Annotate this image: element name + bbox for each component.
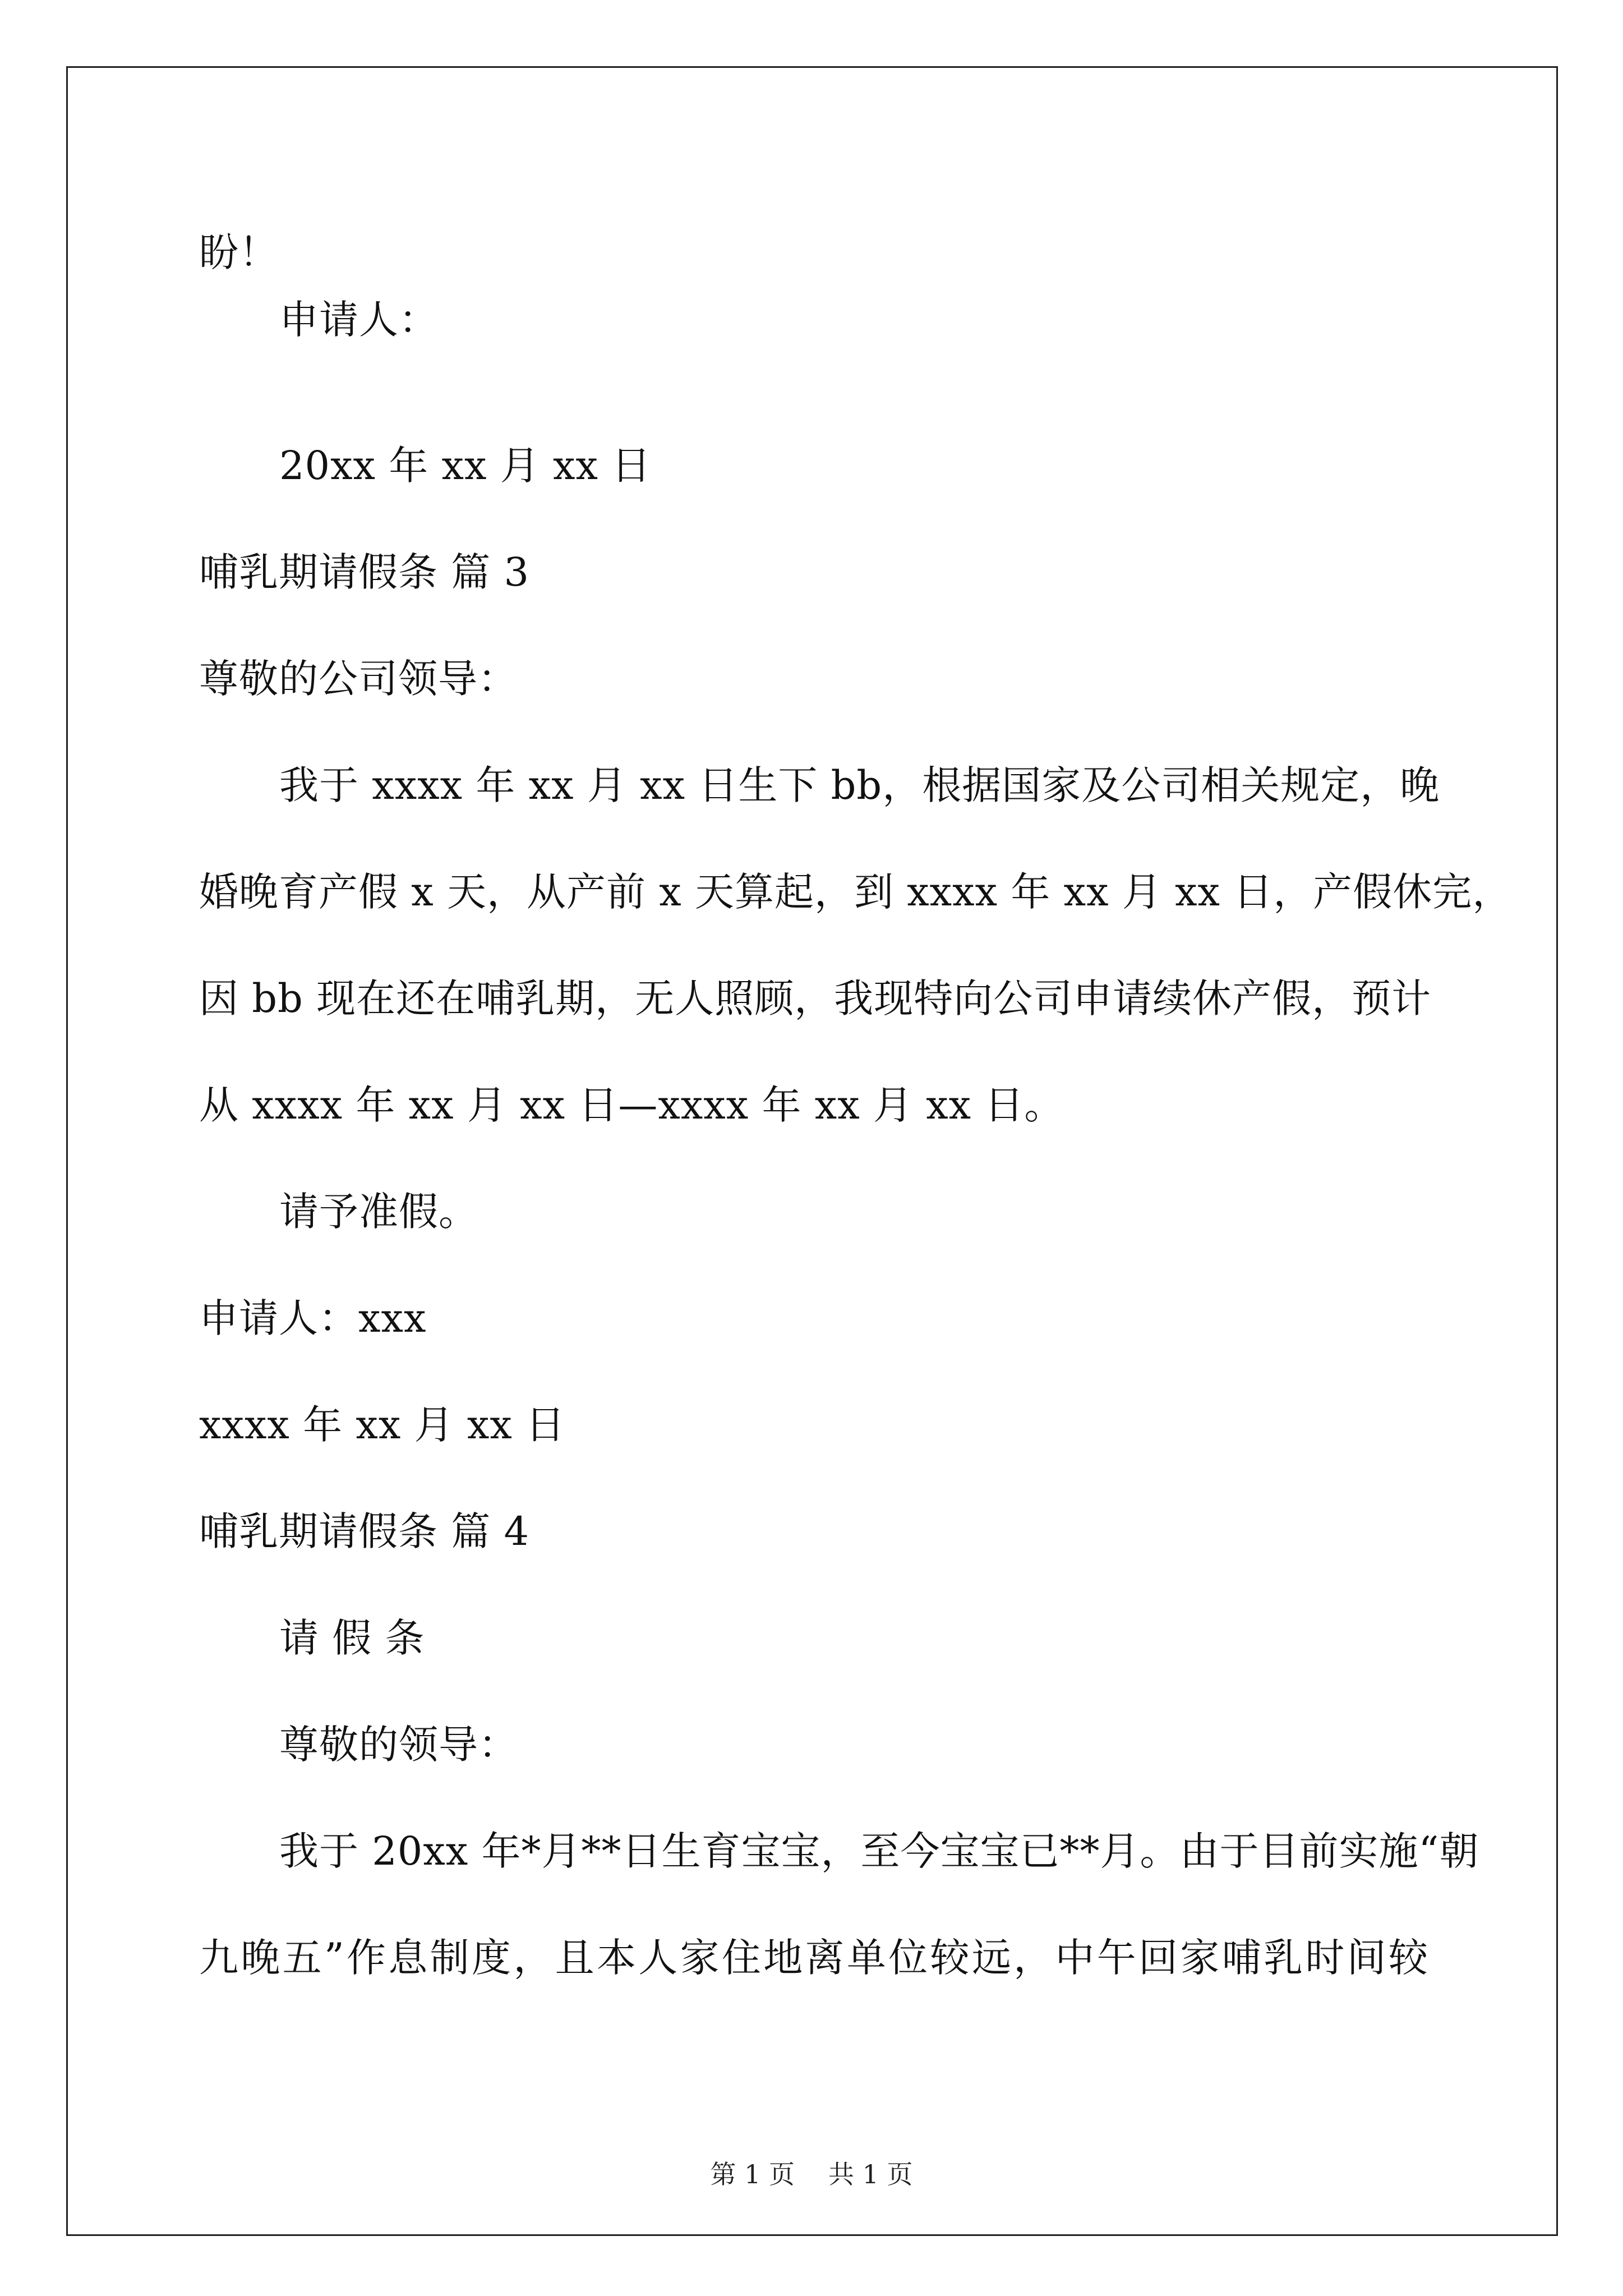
request-approval: 请予准假。 xyxy=(279,1189,478,1235)
page-number-total: 共 1 页 xyxy=(828,2159,913,2189)
salutation: 尊敬的公司领导： xyxy=(199,656,518,702)
section-heading-4: 哺乳期请假条 篇 4 xyxy=(199,1508,530,1554)
page-footer xyxy=(0,2157,1623,2191)
body-paragraph-line: 从 xxxx 年 xx 月 xx 日—xxxx 年 xx 月 xx 日。 xyxy=(199,1082,1064,1128)
applicant-label: 申请人： xyxy=(279,297,439,343)
applicant-signature: 申请人：xxx xyxy=(199,1295,427,1341)
leave-note-title: 请 假 条 xyxy=(279,1615,425,1661)
body-paragraph-line: 婚晚育产假 x 天，从产前 x 天算起，到 xxxx 年 xx 月 xx 日，产假休完， xyxy=(199,869,1513,915)
salutation: 尊敬的领导： xyxy=(279,1722,518,1768)
section-heading-3: 哺乳期请假条 篇 3 xyxy=(199,549,530,595)
page-number-current: 第 1 页 xyxy=(710,2159,795,2189)
body-paragraph-line: 因 bb 现在还在哺乳期，无人照顾，我现特向公司申请续休产假，预计 xyxy=(199,976,1432,1022)
body-paragraph-line: 九晚五”作息制度，且本人家住地离单位较远，中午回家哺乳时间较 xyxy=(199,1935,1428,1981)
date-line: 20xx 年 xx 月 xx 日 xyxy=(279,443,652,489)
body-paragraph-line: 我于 xxxx 年 xx 月 xx 日生下 bb，根据国家及公司相关规定，晚 xyxy=(279,762,1440,808)
body-paragraph-line: 我于 20xx 年*月**日生育宝宝，至今宝宝已**月。由于目前实施“朝 xyxy=(279,1828,1479,1874)
page-border xyxy=(66,66,1558,2236)
text-line-ending: 盼！ xyxy=(199,229,279,275)
signature-date: xxxx 年 xx 月 xx 日 xyxy=(199,1402,566,1448)
